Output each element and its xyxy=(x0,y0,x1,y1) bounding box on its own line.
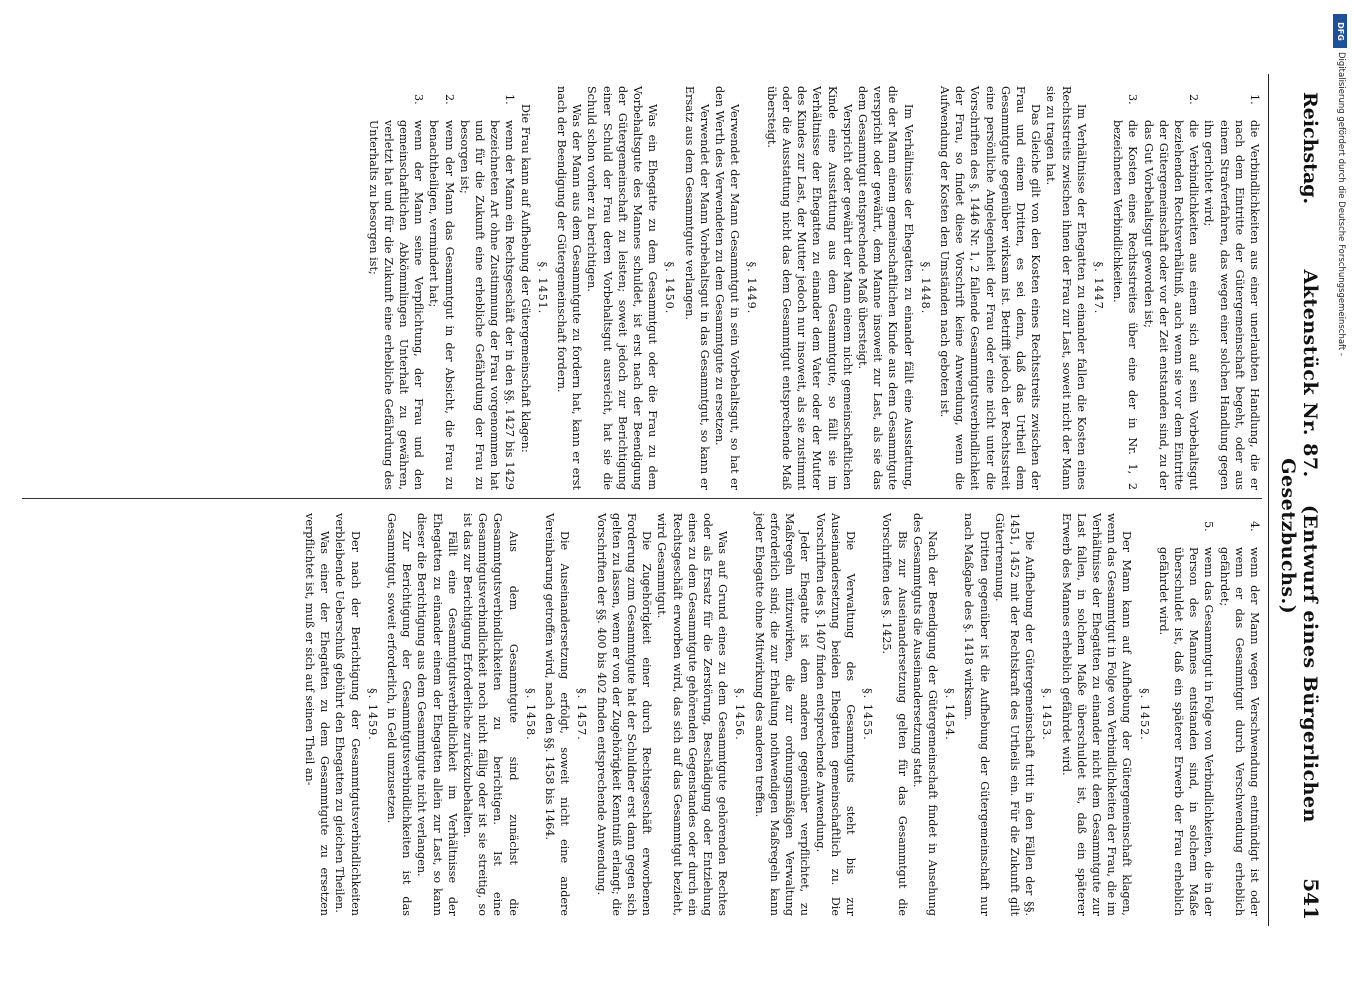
paragraph: Jeder Ehegatte ist dem anderen gegenüber verpflichtet, zu Maßregeln mitzuwirken, die zur ordnungsmäßigen Verwaltung erforderlich sind; die zur Erhaltung nothwendigen Maßregeln kann jeder Ehegatte ohne Mitwirkung des anderen treffen. xyxy=(752,513,811,916)
list-item xyxy=(1201,86,1262,490)
section-heading: §. 1459. xyxy=(365,688,379,741)
list-item xyxy=(456,86,517,490)
paragraph: Was ein Ehegatte zu dem Gesammtgut oder die Frau zu dem Vorbehaltsgute des Mannes schuldet, ist erst nach der Beendigung der Gütergemeinschaft zu leisten; soweit jedoch zur Berichtigung einer Schuld der Frau deren Vorbehaltsgut ausreicht, hat sie die Schuld schon vorher zu berichtigen. xyxy=(584,86,659,490)
header-aktenstueck: Aktenstück Nr. 87. xyxy=(1298,269,1321,478)
item-text: wenn der Mann seine Verpflichtung, der Frau und den gemeinschaftlichen Abkömmlingen Unterhalt zu gewähren, verletzt hat und für die Zukunft eine erhebliche Gefährdung des Unterhalts zu besorgen ist; xyxy=(366,120,425,490)
section-heading: §. 1454. xyxy=(942,688,956,741)
section-heading: §. 1455. xyxy=(860,688,874,741)
item-number: 1. xyxy=(1247,94,1261,105)
item-number: 2. xyxy=(442,94,456,105)
paragraph: Die Auseinandersetzung erfolgt, soweit nicht eine andere Vereinbarung getroffen wird, nach den §§. 1458 bis 1464. xyxy=(542,513,571,916)
list-item xyxy=(1140,86,1201,490)
paragraph: Verwendet der Mann Gesammtgut in sein Vorbehaltsgut, so hat er den Werth des Verwendeten zu dem Gesammtgute zu ersetzen. xyxy=(712,86,741,490)
list-item xyxy=(1109,86,1139,490)
paragraph: Was auf Grund eines zu dem Gesammtgute gehörenden Rechtes oder als Ersatz für die Zerstörung, Beschädigung oder Entziehung eines zu dem Gesammtgute gehörenden Gegenstandes oder durch ein Rechtsgeschäft erworben wird, das sich auf das Gesammtgut bezieht, wird Gesammtgut. xyxy=(654,513,729,916)
item-number: 3. xyxy=(1125,94,1139,105)
dfg-logo xyxy=(1333,14,1347,48)
page-header xyxy=(1269,74,1323,926)
item-text: die Verbindlichkeiten aus einem sich auf sein Vorbehaltsgut beziehenden Rechtsverhältniß, auch wenn sie vor dem Eintritte der Gütergemeinschaft oder vor der Zeit entstanden sind, zu der das Gut Vorbehaltsgut geworden ist; xyxy=(1141,120,1200,490)
item-text: die Verbindlichkeiten aus einer unerlaubten Handlung, die er nach dem Eintritte der Gütergemeinschaft begeht, oder aus einem Strafverfahren, das wegen einer solchen Handlung gegen ihn gerichtet wird; xyxy=(1201,120,1261,490)
paragraph: Der nach der Berichtigung der Gesammtgutsverbindlichkeiten verbleibende Ueberschuß gebührt den Ehegatten zu gleichen Theilen. xyxy=(332,513,362,916)
section-heading: §. 1452. xyxy=(1137,688,1151,741)
paragraph: Was der Mann aus dem Gesammtgute zu fordern hat, kann er erst nach der Beendigung der Gütergemeinschaft fordern. xyxy=(554,86,583,490)
section-heading: §. 1456. xyxy=(733,688,746,741)
item-text: wenn der Mann ein Rechtsgeschäft der in den §§. 1427 bis 1429 bezeichneten Art ohne Zustimmung der Frau vorgenommen hat und für die Zukunft eine erhebliche Gefährdung der Frau zu besorgen ist; xyxy=(457,120,516,490)
list-item xyxy=(1216,513,1262,916)
paragraph: Die Zugehörigkeit einer durch Rechtsgeschäft erworbenen Forderung zum Gesammtgute hat der Schuldner erst dann gegen sich gelten zu lassen, wenn er von der Zugehörigkeit Kenntniß erlangt; die Vorschriften der §§. 400 bis 402 finden entsprechende Anwendung. xyxy=(594,513,653,916)
paragraph: Im Verhältnisse der Ehegatten zu einander fällt eine Ausstattung, die der Mann einem gemeinschaftlichen Kinde aus dem Gesammtgute verspricht oder gewährt, dem Manne insoweit zur Last, als sie das dem Gesammtgut entsprechende Maß übersteigt. xyxy=(855,86,915,490)
paragraph: Dritten gegenüber ist die Aufhebung der Gütergemeinschaft nur nach Maßgabe des §. 1418 wirksam. xyxy=(961,513,991,916)
section-heading: §. 1451. xyxy=(535,261,549,315)
paragraph: Verwendet der Mann Vorbehaltsgut in das Gesammtgut, so kann er Ersatz aus dem Gesammtgute verlangen. xyxy=(682,86,711,490)
paragraph: Die Aufhebung der Gütergemeinschaft tritt in den Fällen der §§. 1451, 1452 mit der Rechtskraft des Urtheils ein. Für die Zukunft gilt Gütertrennung. xyxy=(992,513,1036,916)
paragraph: Verspricht oder gewährt der Mann einem nicht gemeinschaftlichen Kinde eine Ausstattung aus dem Gesammtgute, so fällt sie im Verhältnisse der Ehegatten zu einander dem Vater oder der Mutter des Kindes zur Last, der Mutter jedoch nur insoweit, als sie zustimmt oder die Ausstattung nicht das dem Gesammtgut entsprechende Maß übersteigt. xyxy=(764,86,854,490)
header-title xyxy=(1277,204,1321,878)
item-number: 4. xyxy=(1247,521,1261,532)
header-rule xyxy=(1268,74,1269,926)
section-heading: §. 1448. xyxy=(918,261,932,315)
left-column xyxy=(22,74,1262,499)
paragraph: Was einer der Ehegatten zu dem Gesammtgute zu ersetzen verpflichtet ist, muß er sich auf seinen Theil an- xyxy=(302,513,331,916)
item-text: wenn der Mann das Gesammtgut in der Absicht, die Frau zu benachtheiligen, vermindert hat; xyxy=(426,120,456,490)
header-entwurf: (Entwurf eines Bürgerlichen Gesetzbuchs.) xyxy=(1276,458,1321,823)
dfg-logo-text: DFG xyxy=(1335,21,1345,41)
paragraph: Der Mann kann auf Aufhebung der Gütergemeinschaft klagen, wenn das Gesammtgut in Folge von Verbindlichkeiten der Frau, die im Verhältnisse der Ehegatten zu einander nicht dem Gesammtgute zur Last fallen, in solchem Maße überschuldet ist, daß ein späterer Erwerb des Mannes erheblich gefährdet wird. xyxy=(1059,513,1133,916)
list-item xyxy=(1155,513,1216,916)
section-heading: §. 1458. xyxy=(523,688,537,741)
section-heading: §. 1453. xyxy=(1039,688,1053,741)
item-text: wenn das Gesammtgut in Folge von Verbindlichkeiten, die in der Person des Mannes entstanden sind, in solchem Maße überschuldet ist, daß ein späterer Erwerb der Frau erheblich gefährdet wird. xyxy=(1156,547,1215,916)
digitization-note: Digitalisierung gefördert durch die Deutsche Forschungsgemeinschaft - xyxy=(1336,52,1346,356)
paragraph: Das Gleiche gilt von den Kosten eines Rechtsstreits zwischen der Frau und einem Dritten, es sei denn, daß das Urtheil dem Gesammtgute gegenüber wirksam ist. Betrifft jedoch der Rechtsstreit eine persönliche Angelegenheit der Frau oder eine nicht unter die Vorschriften des §. 1446 Nr. 1, 2 fallende Gesammtgutsverbindlichkeit der Frau, so findet diese Vorschrift keine Anwendung, wenn die Aufwendung der Kosten den Umständen nach geboten ist. xyxy=(937,86,1042,490)
item-number: 1. xyxy=(502,94,516,105)
document-page xyxy=(17,60,1337,940)
paragraph: Im Verhältnisse der Ehegatten zu einander fallen die Kosten eines Rechtsstreits zwischen ihnen der Frau zur Last, soweit nicht der Mann sie zu tragen hat. xyxy=(1043,86,1088,490)
section-heading: §. 1457. xyxy=(574,688,588,741)
section-heading: §. 1450. xyxy=(662,261,676,315)
item-text: die Kosten eines Rechtsstreites über eine der in Nr. 1, 2 bezeichneten Verbindlichkeiten. xyxy=(1110,120,1139,490)
paragraph: Aus dem Gesammtgute sind zunächst die Gesammtgutsverbindlichkeiten zu berichtigen. Ist eine Gesammtgutsverbindlichkeit noch nicht fällig oder ist sie streitig, so ist das zur Berichtigung Erforderliche zurückzubehalten. xyxy=(460,513,520,916)
paragraph: Fällt eine Gesammtgutsverbindlichkeit im Verhältnisse der Ehegatten zu einander einem der Ehegatten allein zur Last, so kann dieser die Berichtigung aus dem Gesammtgute nicht verlangen. xyxy=(414,513,459,916)
page-number: 541 xyxy=(1298,878,1323,920)
paragraph: Zur Berichtigung der Gesammtgutsverbindlichkeiten ist das Gesammtgut, soweit erforderlich, in Geld umzusetzen. xyxy=(384,513,413,916)
paragraph: Nach der Beendigung der Gütergemeinschaft findet in Ansehung des Gesammtguts die Auseinandersetzung statt. xyxy=(910,513,939,916)
right-column xyxy=(22,499,1262,924)
section-heading: §. 1447. xyxy=(1091,261,1105,315)
digitization-strip xyxy=(1332,8,1348,998)
item-text: wenn der Mann wegen Verschwendung entmündigt ist oder wenn er das Gesammtgut durch Verschwendung erheblich gefährdet; xyxy=(1217,547,1261,916)
text-columns xyxy=(22,74,1262,926)
item-number: 2. xyxy=(1186,94,1200,105)
paragraph: Bis zur Auseinandersetzung gelten für das Gesammtgut die Vorschriften des §. 1425. xyxy=(879,513,909,916)
paragraph: Die Verwaltung des Gesammtguts steht bis zur Auseinandersetzung beiden Ehegatten gemeinschaftlich zu. Die Vorschriften des §. 1407 finden entsprechende Anwendung. xyxy=(813,513,857,916)
list-item xyxy=(426,86,456,490)
section-heading: §. 1449. xyxy=(745,261,758,315)
item-number: 5. xyxy=(1201,521,1215,532)
header-left: Reichstag. xyxy=(1298,92,1321,205)
item-number: 3. xyxy=(411,94,425,105)
list-item xyxy=(365,86,426,490)
paragraph: Die Frau kann auf Aufhebung der Gütergemeinschaft klagen: xyxy=(518,104,532,453)
